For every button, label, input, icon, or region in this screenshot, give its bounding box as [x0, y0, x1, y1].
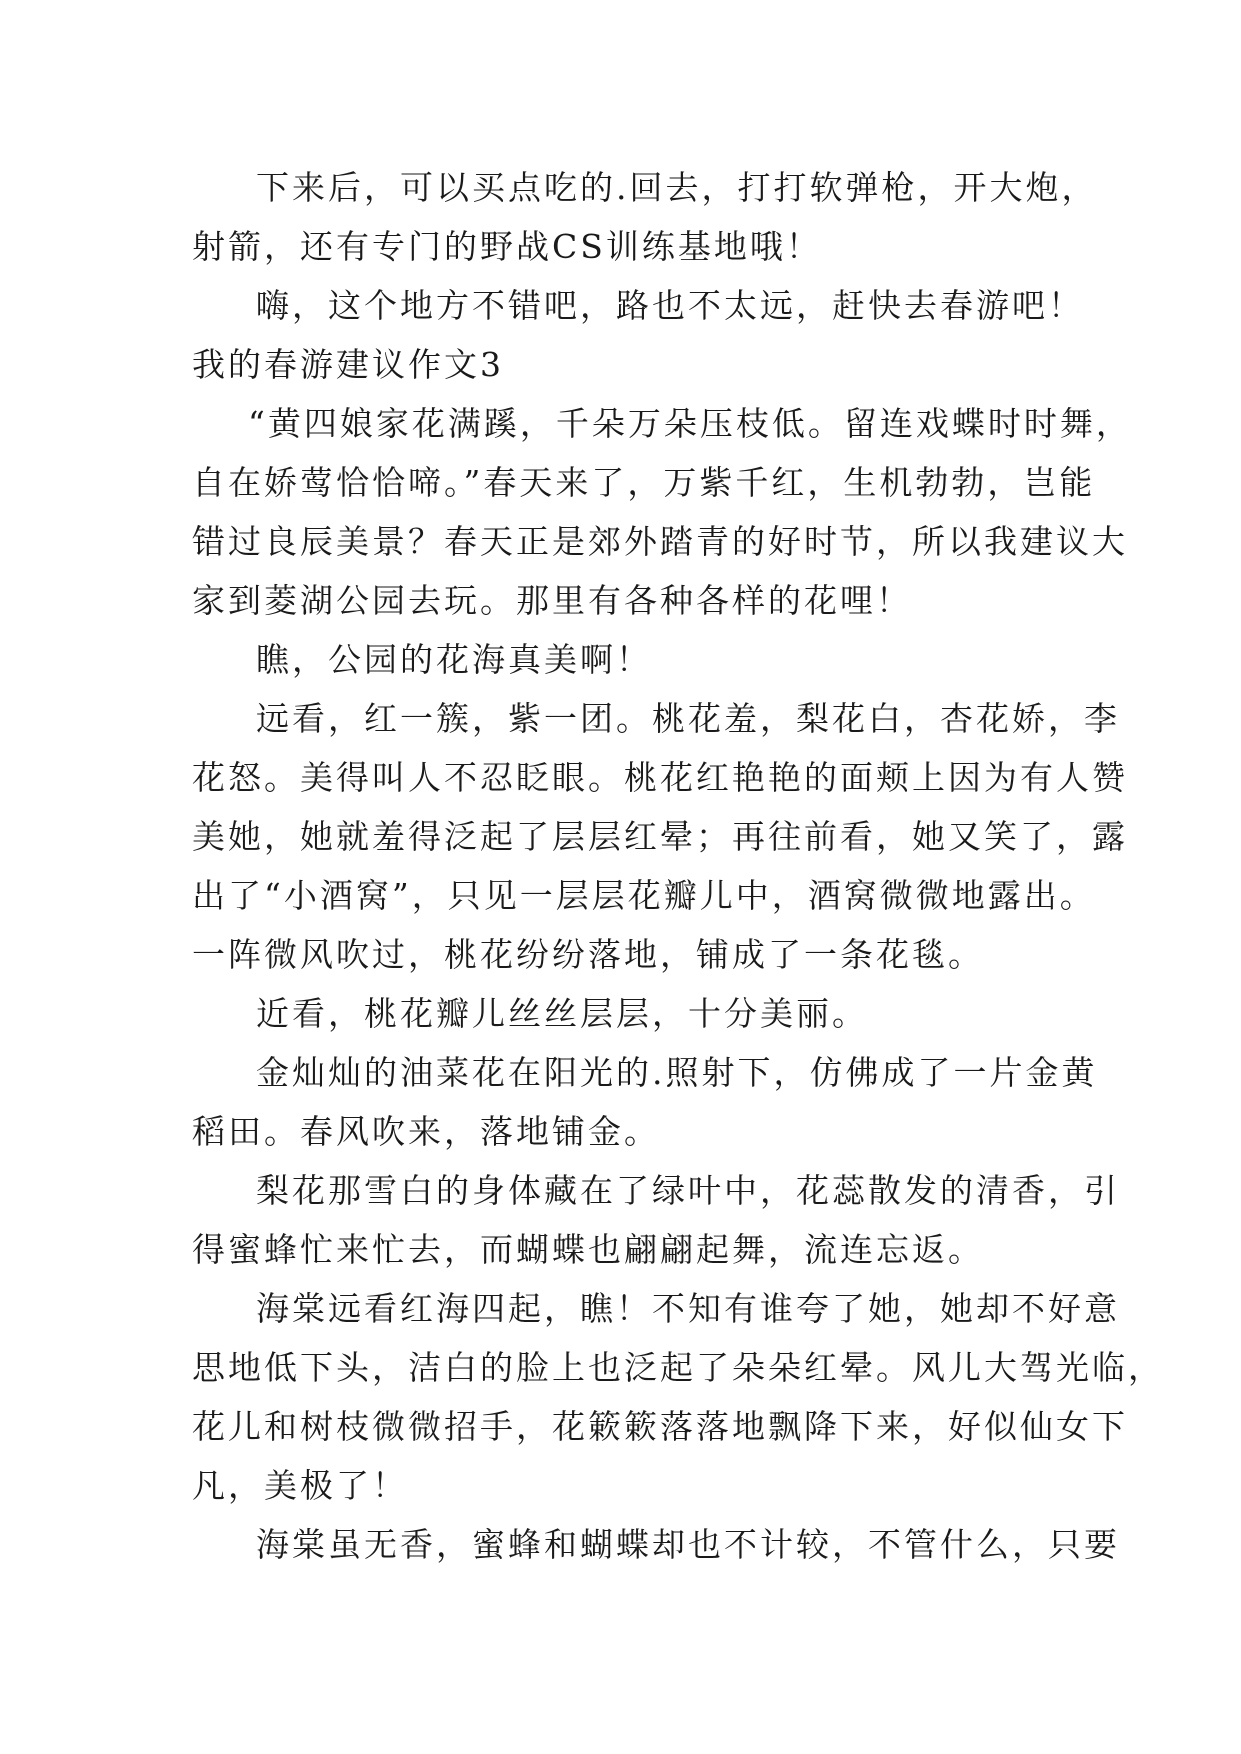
- body-text: [192, 158, 1164, 1574]
- section-heading: 我的春游建议作文3: [192, 345, 504, 384]
- paragraph-line: 海棠虽无香，蜜蜂和蝴蝶却也不计较，不管什么，只要: [256, 1525, 1120, 1564]
- paragraph-line: 嗨，这个地方不错吧，路也不太远，赶快去春游吧！: [256, 286, 1084, 325]
- paragraph-line: 射箭，还有专门的野战CS训练基地哦！: [192, 227, 822, 266]
- paragraph-line: 金灿灿的油菜花在阳光的.照射下，仿佛成了一片金黄: [256, 1053, 1098, 1092]
- paragraph-line: 近看，桃花瓣儿丝丝层层，十分美丽。: [256, 994, 868, 1033]
- paragraph-line: 自在娇莺恰恰啼。”春天来了，万紫千红，生机勃勃，岂能: [192, 463, 1096, 502]
- paragraph-line: 下来后，可以买点吃的.回去，打打软弹枪，开大炮，: [256, 168, 1098, 207]
- paragraph-line: “黄四娘家花满蹊，千朵万朵压枝低。留连戏蝶时时舞，: [248, 404, 1132, 443]
- paragraph-line: 稻田。春风吹来，落地铺金。: [192, 1112, 660, 1151]
- paragraph-line: 海棠远看红海四起，瞧！不知有谁夸了她，她却不好意: [256, 1289, 1120, 1328]
- paragraph-line: 花怒。美得叫人不忍眨眼。桃花红艳艳的面颊上因为有人赞: [192, 758, 1128, 797]
- paragraph-line: 凡，美极了！: [192, 1466, 408, 1505]
- paragraph-line: 梨花那雪白的身体藏在了绿叶中，花蕊散发的清香，引: [256, 1171, 1120, 1210]
- paragraph-line: 花儿和树枝微微招手，花簌簌落落地飘降下来，好似仙女下: [192, 1407, 1128, 1446]
- paragraph-line: 思地低下头，洁白的脸上也泛起了朵朵红晕。风儿大驾光临，: [192, 1348, 1164, 1387]
- paragraph-line: 一阵微风吹过，桃花纷纷落地，铺成了一条花毯。: [192, 935, 984, 974]
- paragraph-line: 得蜜蜂忙来忙去，而蝴蝶也翩翩起舞，流连忘返。: [192, 1230, 984, 1269]
- paragraph-line: 瞧，公园的花海真美啊！: [256, 640, 652, 679]
- paragraph-line: 美她，她就羞得泛起了层层红晕；再往前看，她又笑了，露: [192, 817, 1128, 856]
- paragraph-line: 远看，红一簇，紫一团。桃花羞，梨花白，杏花娇，李: [256, 699, 1120, 738]
- paragraph-line: 出了“小酒窝”，只见一层层花瓣儿中，酒窝微微地露出。: [192, 876, 1096, 915]
- paragraph-line: 错过良辰美景？春天正是郊外踏青的好时节，所以我建议大: [192, 522, 1128, 561]
- paragraph-line: 家到菱湖公园去玩。那里有各种各样的花哩！: [192, 581, 912, 620]
